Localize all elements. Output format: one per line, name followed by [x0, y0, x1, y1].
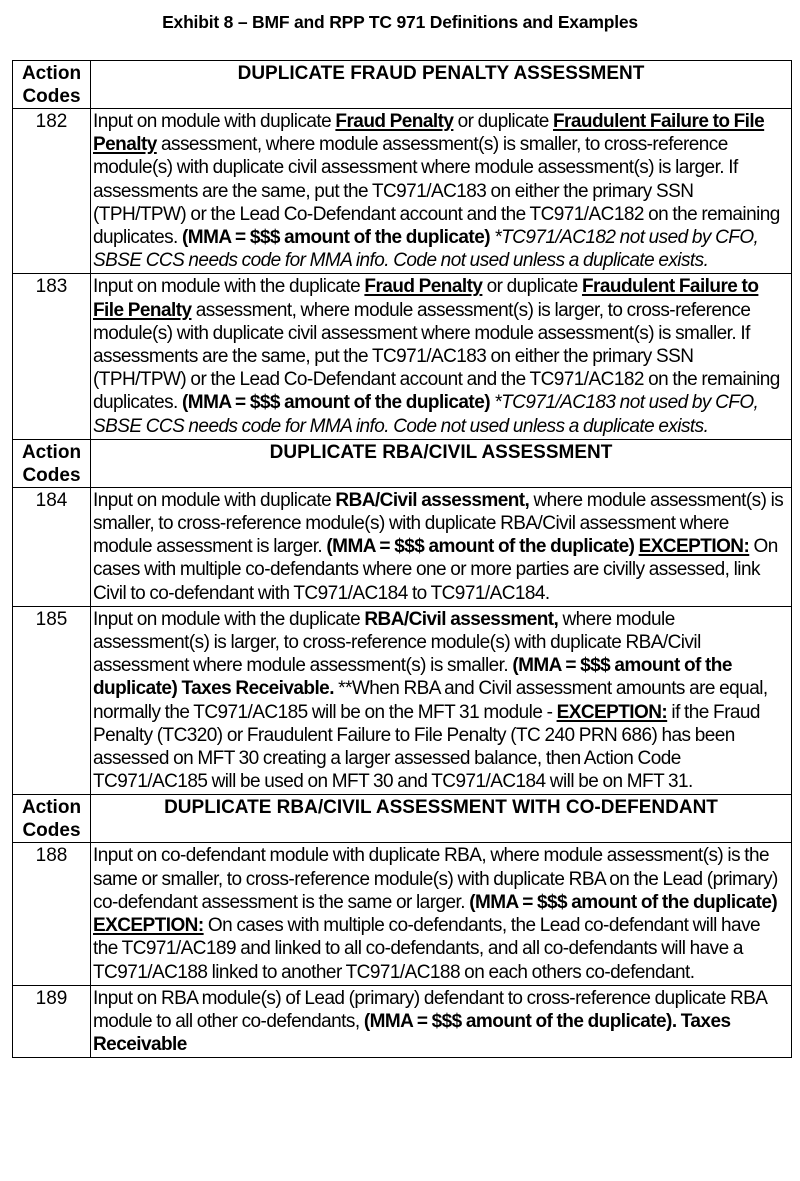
emphasized-term: EXCEPTION: — [556, 701, 668, 723]
action-codes-column-header — [13, 439, 91, 487]
description-text: assessment, where module assessment(s) is smaller, to cross-reference module(s) with duplicate civil assessment where module assessment(s) is larger. If assessments are the same, put the TC971/AC183 on either the primary SSN (TPH/TPW) or the Lead Co-Defendant account and the TC971/AC182 on the remaining duplicates. — [93, 134, 780, 249]
description-text: Input on module with the duplicate — [93, 276, 365, 298]
action-code: 182 — [13, 109, 91, 274]
description-text: On cases with multiple co-defendants where one or more parties are civilly assessed, link Civil to co-defendant with TC971/AC184 to TC971/AC184. — [93, 536, 778, 604]
section-header-row — [13, 439, 792, 487]
section-header-row — [13, 61, 792, 109]
description-text: Input on RBA module(s) of Lead (primary) defendant to cross-reference duplicate RBA module to all other co-defendants, — [93, 987, 767, 1032]
bold-text: RBA/Civil assessment, — [335, 489, 530, 511]
description-text: if the Fraud Penalty (TC320) or Fraudulent Failure to File Penalty (TC 240 PRN 686) has been assessed on MFT 30 creating a larger assessed balance, then Action Code TC971/AC185 will be used on MFT 30 and TC971/AC184 will be on MFT 31. — [93, 701, 760, 793]
action-code-description — [91, 109, 792, 274]
column-header-line: Codes — [22, 820, 81, 842]
action-code-description — [91, 487, 792, 606]
description-text: or duplicate — [482, 276, 582, 298]
description-text: Input on co-defendant module with duplicate RBA, where module assessment(s) is the same or smaller, to cross-reference module(s) with duplicate RBA on the Lead (primary) co-defendant assessment is the same or larger. — [93, 845, 778, 913]
column-header-line: Action — [21, 797, 82, 819]
action-code: 189 — [13, 985, 91, 1058]
action-code-description — [91, 985, 792, 1058]
column-header-line: Action — [21, 441, 82, 463]
emphasized-term: Fraud Penalty — [335, 111, 454, 132]
action-codes-column-header — [13, 61, 91, 109]
bold-text: (MMA = $$$ amount of the duplicate) — [182, 392, 491, 414]
bold-text: (MMA = $$$ amount of the duplicate) — [182, 227, 491, 249]
emphasized-term: Fraudulent Failure to File Penalty — [93, 276, 759, 321]
section-heading: DUPLICATE RBA/CIVIL ASSESSMENT WITH CO-DEFENDANT — [91, 795, 792, 843]
emphasized-term: EXCEPTION: — [638, 536, 750, 558]
description-text: Input on module with duplicate — [93, 489, 336, 511]
description-text: assessment, where module assessment(s) is larger, to cross-reference module(s) with duplicate civil assessment where module assessment(s) is smaller. If assessments are the same, put the TC971/AC183 on either the primary SSN (TPH/TPW) or the Lead Co-Defendant account and the TC971/AC182 on the remaining duplicates. — [93, 299, 780, 414]
column-header-line: Action — [21, 63, 82, 84]
action-code: 185 — [13, 606, 91, 795]
section-header-row — [13, 795, 792, 843]
description-text: **When RBA and Civil assessment amounts are equal, normally the TC971/AC185 will be on the MFT 31 module - — [93, 678, 768, 723]
table-row — [13, 843, 792, 985]
description-text: Input on module with duplicate — [93, 111, 336, 132]
bold-text: RBA/Civil assessment, — [364, 608, 559, 630]
column-header-line: Codes — [22, 86, 81, 107]
bold-text: (MMA = $$$ amount of the duplicate) Taxes Receivable. — [93, 655, 732, 700]
table-row — [13, 109, 792, 274]
action-code-description — [91, 274, 792, 439]
description-text: Input on module with the duplicate — [93, 608, 365, 630]
table-row — [13, 606, 792, 795]
section-heading: DUPLICATE RBA/CIVIL ASSESSMENT — [91, 439, 792, 487]
table-row — [13, 274, 792, 439]
emphasized-term: Fraudulent Failure to File Penalty — [93, 111, 765, 156]
table-row — [13, 985, 792, 1058]
table-row — [13, 487, 792, 606]
bold-text: (MMA = $$$ amount of the duplicate) — [469, 891, 778, 913]
column-header-line: Codes — [22, 464, 81, 486]
section-heading: DUPLICATE FRAUD PENALTY ASSESSMENT — [91, 61, 792, 109]
italic-note: *TC971/AC182 not used by CFO, SBSE CCS needs code for MMA info. Code not used unless a duplicate exists. — [93, 227, 759, 272]
action-code-description — [91, 606, 792, 795]
action-code: 188 — [13, 843, 91, 985]
definitions-table — [12, 60, 792, 1058]
italic-note: *TC971/AC183 not used by CFO, SBSE CCS needs code for MMA info. Code not used unless a duplicate exists. — [93, 392, 759, 437]
description-text: where module assessment(s) is larger, to cross-reference module(s) with duplicate RBA/Civil assessment where module assessment(s) is smaller. — [93, 608, 701, 677]
emphasized-term: Fraud Penalty — [364, 276, 483, 298]
emphasized-term: EXCEPTION: — [93, 915, 204, 937]
exhibit-title: Exhibit 8 – BMF and RPP TC 971 Definitions and Examples — [162, 12, 638, 32]
description-text: or duplicate — [453, 111, 553, 132]
action-code: 184 — [13, 487, 91, 606]
action-code: 183 — [13, 274, 91, 439]
action-code-description — [91, 843, 792, 985]
bold-text: (MMA = $$$ amount of the duplicate). Taxes Receivable — [93, 1010, 731, 1056]
description-text: On cases with multiple co-defendants, the Lead co-defendant will have the TC971/AC189 and linked to all co-defendants, and all co-defendants will have a TC971/AC188 linked to another TC971/AC188 on each others co-defendant. — [93, 915, 761, 983]
bold-text: (MMA = $$$ amount of the duplicate) — [326, 536, 635, 558]
description-text: where module assessment(s) is smaller, to cross-reference module(s) with duplicate RBA/Civil assessment where module assessment is larger. — [93, 489, 784, 558]
action-codes-column-header — [13, 795, 91, 843]
